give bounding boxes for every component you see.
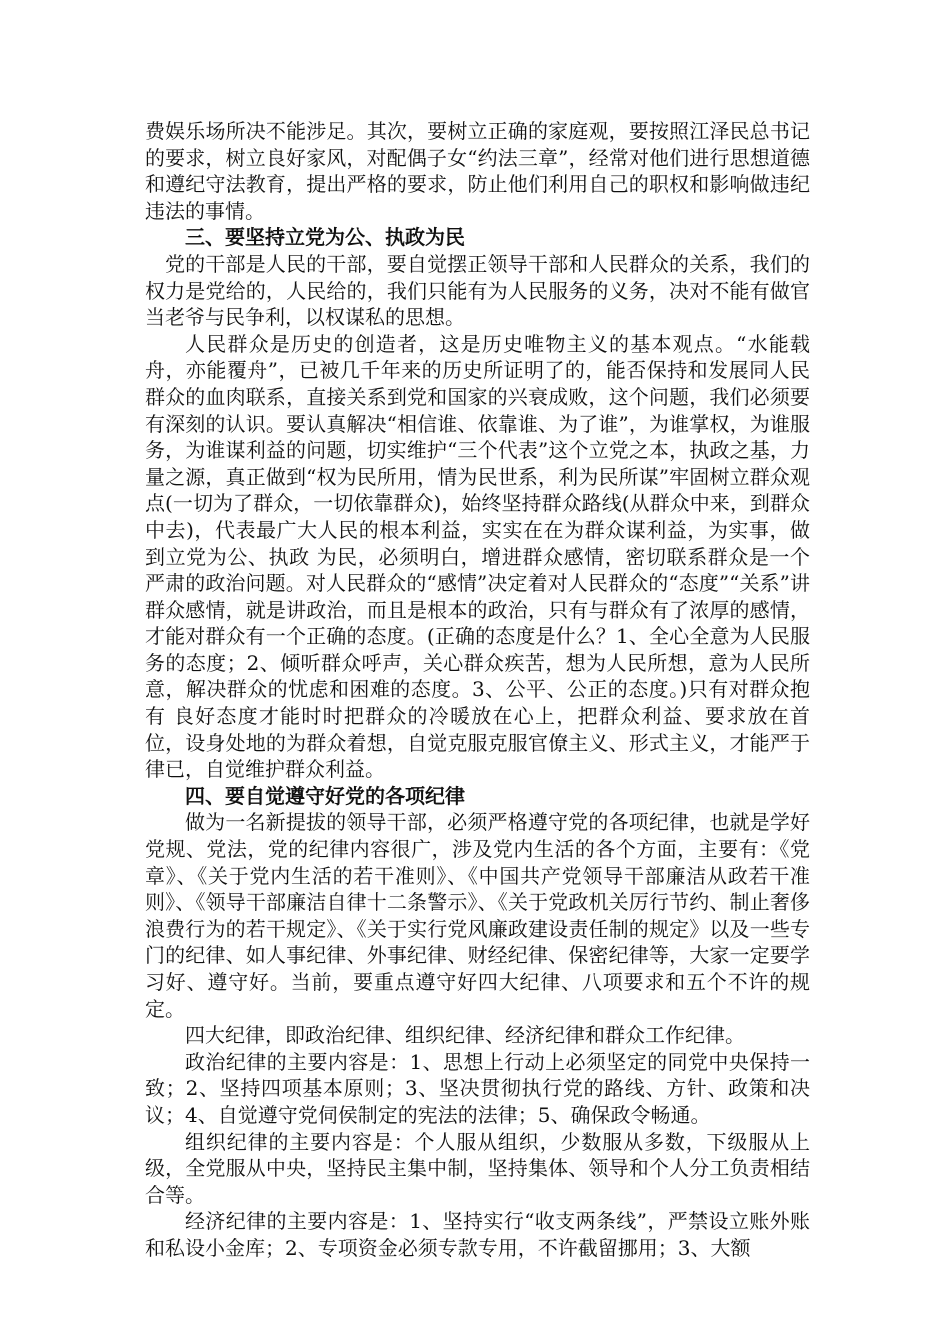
- body-paragraph: 政治纪律的主要内容是：1、思想上行动上必须坚定的同党中央保持一致；2、坚持四项基本原则；3、坚决贯彻执行党的路线、方针、政策和决议；4、自觉遵守党伺侯制定的宪法的法律；5、确保政令畅通。: [145, 1049, 810, 1127]
- document-page: [145, 118, 810, 1262]
- body-paragraph: 四大纪律，即政治纪律、组织纪律、经济纪律和群众工作纪律。: [185, 1023, 745, 1048]
- body-paragraph: 人民群众是历史的创造者，这是历史唯物主义的基本观点。“水能载舟，亦能覆舟”，已被几千年来的历史所证明了的，能否保持和发展同人民群众的血肉联系，直接关系到党和国家的兴衰成败，这个问题，我们必须要有深刻的认识。要认真解决“相信谁、依靠谁、为了谁”，为谁掌权，为谁服务，为谁谋利益的问题，切实维护“三个代表”这个立党之本，执政之基，力量之源，真正做到“权为民所用，情为民世系，利为民所谋”牢固树立群众观点(一切为了群众，一切依靠群众)，始终坚持群众路线(从群众中来，到群众中去)，代表最广大人民的根本利益，实实在在为群众谋利益，为实事，做到立党为公、执政 为民，必须明白，增进群众感情，密切联系群众是一个严肃的政治问题。对人民群众的“感情”决定着对人民群众的“态度”“关系”讲群众感情，就是讲政治，而且是根本的政治，只有与群众有了浓厚的感情，才能对群众有一个正确的态度。(正确的态度是什么？1、全心全意为人民服务的态度；2、倾听群众呼声，关心群众疾苦，想为人民所想，意为人民所意，解决群众的忧虑和困难的态度。3、公平、公正的态度。)只有对群众抱有 良好态度才能时时把群众的冷暖放在心上，把群众利益、要求放在首位，设身处地的为群众着想，自觉克服克服官僚主义、形式主义，才能严于律已，自觉维护群众利益。: [145, 331, 810, 782]
- body-paragraph: 费娱乐场所决不能涉足。其次，要树立正确的家庭观，要按照江泽民总书记的要求，树立良好家风，对配偶子女“约法三章”，经常对他们进行思想道德和遵纪守法教育，提出严格的要求，防止他们利用自己的职权和影响做违纪违法的事情。: [145, 119, 810, 223]
- body-paragraph: 党的干部是人民的干部，要自觉摆正领导干部和人民群众的关系，我们的权力是党给的，人民给的，我们只能有为人民服务的义务，决对不能有做官当老爷与民争利，以权谋私的思想。: [145, 251, 810, 330]
- section-heading: 四、要自觉遵守好党的各项纪律: [185, 783, 465, 808]
- body-paragraph: 做为一名新提拔的领导干部，必须严格遵守党的各项纪律，也就是学好党规、党法，党的纪律内容很广，涉及党内生活的各个方面，主要有：《党章》、《关于党内生活的若干准则》、《中国共产党领导干部廉洁从政若干准则》、《领导干部廉洁自律十二条警示》、《关于党政机关厉行节约、制止奢侈浪费行为的若干规定》、《关于实行党风廉政建设责任制的规定》以及一些专门的纪律、如人事纪律、外事纪律、财经纪律、保密纪律等，大家一定要学习好、遵守好。当前，要重点遵守好四大纪律、八项要求和五个不许的规定。: [145, 810, 810, 1021]
- section-heading: 三、要坚持立党为公、执政为民: [185, 225, 465, 250]
- body-paragraph: 组织纪律的主要内容是：个人服从组织，少数服从多数，下级服从上级，全党服从中央，坚持民主集中制，坚持集体、领导和个人分工负责相结合等。: [145, 1129, 810, 1207]
- body-paragraph: 经济纪律的主要内容是：1、坚持实行“收支两条线”，严禁设立账外账和私设小金库；2、专项资金必须专款专用，不许截留挪用；3、大额: [145, 1209, 810, 1260]
